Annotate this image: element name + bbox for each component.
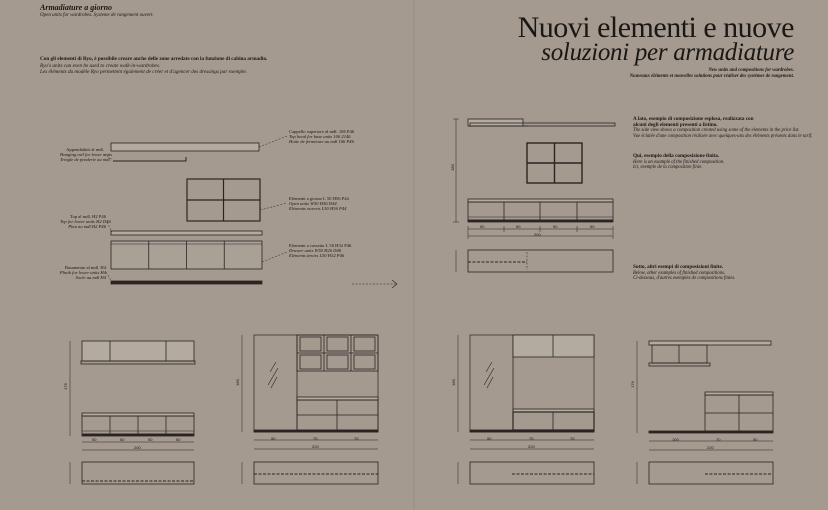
c3-width-label: 220: [528, 444, 535, 449]
page-subtitle-en: New units and compositions for wardrobes.: [708, 68, 794, 73]
c1-seg-1: 50: [92, 437, 97, 442]
label-cappello-en: Top hood for base units 106 2146: [289, 134, 351, 140]
label-giorno-fr: Eléments ouverts L50 H56 P44: [289, 206, 347, 212]
intro-en: Ryo's units can even be used to create walk-in-wardrobes.: [40, 62, 161, 69]
c4-width-label: 220: [707, 445, 714, 450]
c1-seg-4: 50: [176, 437, 181, 442]
arrow-to-next: [352, 280, 397, 288]
composition-1: [70, 341, 195, 484]
composition-3: [458, 335, 594, 484]
label-cassetto-fr: Eléments tiroirs L50 H32 P46: [289, 253, 345, 259]
intro-fr: Les éléments du modèle Ryo permettent également de créer et d'agencer des dressings par exemple.: [40, 69, 247, 76]
main-seg-1: 50: [480, 224, 485, 229]
c2-height-label: 180: [234, 379, 240, 386]
label-cappello-fr: Hotte de fermeture au mdl 106 P46: [289, 139, 354, 145]
label-top-fr: Plan au mdl H2 P46: [68, 224, 106, 230]
c3-seg-1: 50: [487, 436, 492, 441]
intro-it: Con gli elementi di Ryo, è possibile creare anche delle zone arredate con la funzione di cabina armadio.: [40, 56, 268, 62]
label-basamento-it: Basamento al mdl. H4: [64, 265, 106, 270]
c1-seg-3: 50: [148, 437, 153, 442]
note-finished-it: Qui, esempio della composizione finita.: [633, 153, 720, 159]
note-exploded-fr: Vue éclatée d'une composition réalisée avec quelques-uns des éléments présents dans le tarif.: [633, 133, 813, 139]
label-giorno-en: Open units W50 H56 D44: [289, 201, 337, 207]
c1-height-label: 176: [62, 383, 68, 390]
note-below-fr: Ci-dessous, d'autres exemples de compositions finies.: [633, 276, 736, 282]
label-appendiabiti-it: Appendiabiti al mdl.: [66, 147, 104, 152]
label-basamento-fr: Socle au mdl H4: [75, 275, 106, 281]
label-giorno-it: Elementi a giorno L 50 H56 P44: [289, 196, 349, 201]
main-seg-3: 50: [553, 224, 558, 229]
label-appendiabiti-fr: Tringle de penderie au mdl.: [60, 157, 111, 163]
note-finished-en: Here is an example of the finished composition.: [633, 159, 725, 165]
main-height-label: 180: [449, 164, 455, 171]
c2-seg-1: 50: [271, 436, 276, 441]
note-below-en: Below, other examples of finished compositions.: [633, 270, 726, 276]
note-exploded-en: The side view shows a composition created using some of the elements in the price list.: [633, 128, 800, 134]
note-exploded-it1: A lato, esempio di composizione esplosa, realizzata con: [633, 116, 754, 122]
main-seg-4: 50: [590, 224, 595, 229]
c3-height-label: 180: [450, 379, 456, 386]
c4-seg-3: 50: [753, 437, 758, 442]
label-basamento-en: Plinth for lower units H4: [59, 270, 106, 276]
main-width-label: 200: [534, 232, 541, 237]
exploded-top-hood: [111, 136, 287, 151]
section-title: Armadiature a giorno: [40, 3, 113, 12]
main-composition: [468, 119, 615, 222]
c2-width-label: 220: [312, 444, 319, 449]
c1-seg-2: 50: [120, 437, 125, 442]
exploded-hanging-rail: [104, 154, 186, 161]
c1-width-label: 200: [134, 445, 141, 450]
label-top-en: Top for lower units H2 D46: [60, 219, 111, 225]
c2-seg-2: 70: [313, 436, 318, 441]
c2-seg-3: 70: [354, 436, 359, 441]
note-exploded-it2: alcuni degli elementi presenti a listino.: [633, 121, 718, 128]
exploded-drawer-units: [111, 241, 287, 269]
page-title-line2: soluzioni per armadiature: [541, 39, 794, 66]
exploded-open-units: [187, 179, 287, 221]
label-cappello-it: Cappello superiore al mdl. 106 P46: [289, 129, 355, 134]
exploded-plinth: [106, 272, 262, 284]
main-plan-view: [456, 250, 613, 272]
label-cassetto-en: Drawer units W50 H26 D46: [289, 248, 342, 254]
exploded-top: [107, 222, 262, 235]
label-cassetto-it: Elementi a cassetto L 50 H32 P46: [289, 243, 352, 248]
label-appendiabiti-en: Hanging rail for lower units: [60, 152, 113, 158]
main-seg-2: 50: [516, 224, 521, 229]
page-title-line1: Nuovi elementi e nuove: [517, 11, 794, 44]
label-top-it: Top al mdl. H2 P46: [69, 214, 106, 219]
page-subtitle-fr: Nouveaux éléments et nouvelles solutions pour réaliser des systèmes de rangement.: [629, 73, 794, 79]
composition-4: [637, 341, 773, 484]
note-below-it: Sotto, altri esempi di composizioni finite.: [633, 264, 724, 270]
composition-2: [242, 335, 378, 484]
c3-seg-3: 70: [570, 436, 575, 441]
note-finished-fr: Ici, exemple de la composition finie.: [633, 165, 703, 171]
section-subtitle: Open units for wardrobes. Systeme de rangement ouvert.: [40, 13, 154, 18]
c3-seg-2: 70: [529, 436, 534, 441]
c4-height-label: 176: [629, 381, 635, 388]
c4-seg-2: 70: [716, 437, 721, 442]
c4-seg-1: 100: [672, 437, 679, 442]
